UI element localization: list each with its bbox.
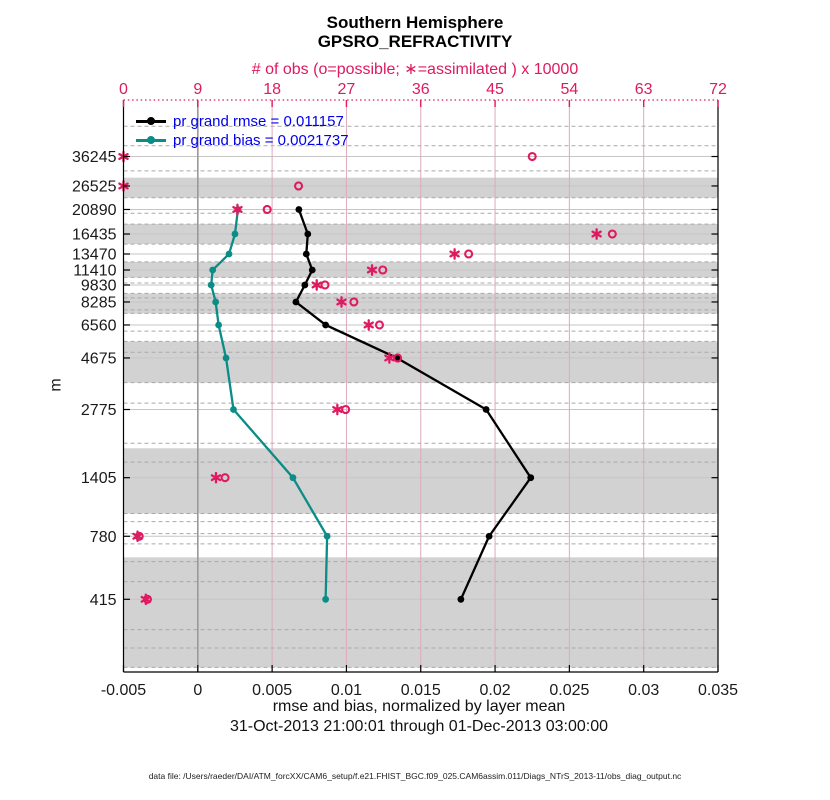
svg-text:36: 36 [411,81,430,98]
svg-text:26525: 26525 [72,178,117,196]
svg-text:0.005: 0.005 [252,682,293,699]
svg-text:6560: 6560 [80,317,117,335]
svg-text:20890: 20890 [72,201,117,219]
chart-title: Southern Hemisphere [326,13,504,32]
legend-label-bias: pr grand bias = 0.0021737 [173,132,349,149]
svg-text:54: 54 [560,81,579,98]
svg-text:16435: 16435 [72,226,117,244]
rmse-marker-icon [147,117,155,125]
data-file-path: data file: /Users/raeder/DAI/ATM_forcXX/CAM6_setup/f.e21.FHIST_BGC.f09_025.CAM6assim.011/Diags_NTrS_2013-11/obs_diag_output.nc [148,771,682,781]
svg-text:8285: 8285 [80,294,117,312]
svg-text:0.035: 0.035 [697,682,739,699]
bias-marker-icon [147,136,155,144]
legend-label-rmse: pr grand rmse = 0.011157 [173,113,344,130]
chart-subtitle: GPSRO_REFRACTIVITY [317,32,513,51]
rmse-line-sample-icon [136,120,166,123]
svg-text:0.025: 0.025 [549,682,590,699]
svg-text:27: 27 [337,81,356,98]
legend-item-bias [136,131,349,150]
svg-text:72: 72 [709,81,727,98]
svg-text:45: 45 [486,81,504,98]
top-axis-label: # of obs (o=possible; ∗=assimilated ) x 10000 [251,61,579,78]
svg-text:13470: 13470 [72,246,117,264]
svg-text:415: 415 [89,591,117,609]
svg-text:0: 0 [119,81,128,98]
svg-text:36245: 36245 [72,149,117,167]
svg-text:11410: 11410 [73,262,117,280]
svg-text:-0.005: -0.005 [100,682,147,699]
svg-text:0.01: 0.01 [330,682,363,699]
svg-text:9: 9 [193,81,203,98]
svg-text:4675: 4675 [80,350,117,368]
svg-text:1405: 1405 [80,470,117,488]
x-axis-label: rmse and bias, normalized by layer mean [272,698,566,715]
svg-text:18: 18 [263,81,282,98]
svg-text:0.02: 0.02 [479,682,511,699]
svg-text:0: 0 [193,682,203,699]
svg-text:63: 63 [634,81,653,98]
svg-text:2775: 2775 [80,402,117,420]
legend [136,112,349,150]
time-span-label: 31-Oct-2013 21:00:01 through 01-Dec-2013 03:00:00 [229,718,609,735]
svg-text:780: 780 [89,528,117,546]
bias-line-sample-icon [136,139,166,142]
svg-text:0.03: 0.03 [628,682,660,699]
svg-text:9830: 9830 [80,277,117,295]
svg-text:0.015: 0.015 [400,682,441,699]
y-axis-label: m [47,378,65,392]
legend-item-rmse [136,112,349,131]
